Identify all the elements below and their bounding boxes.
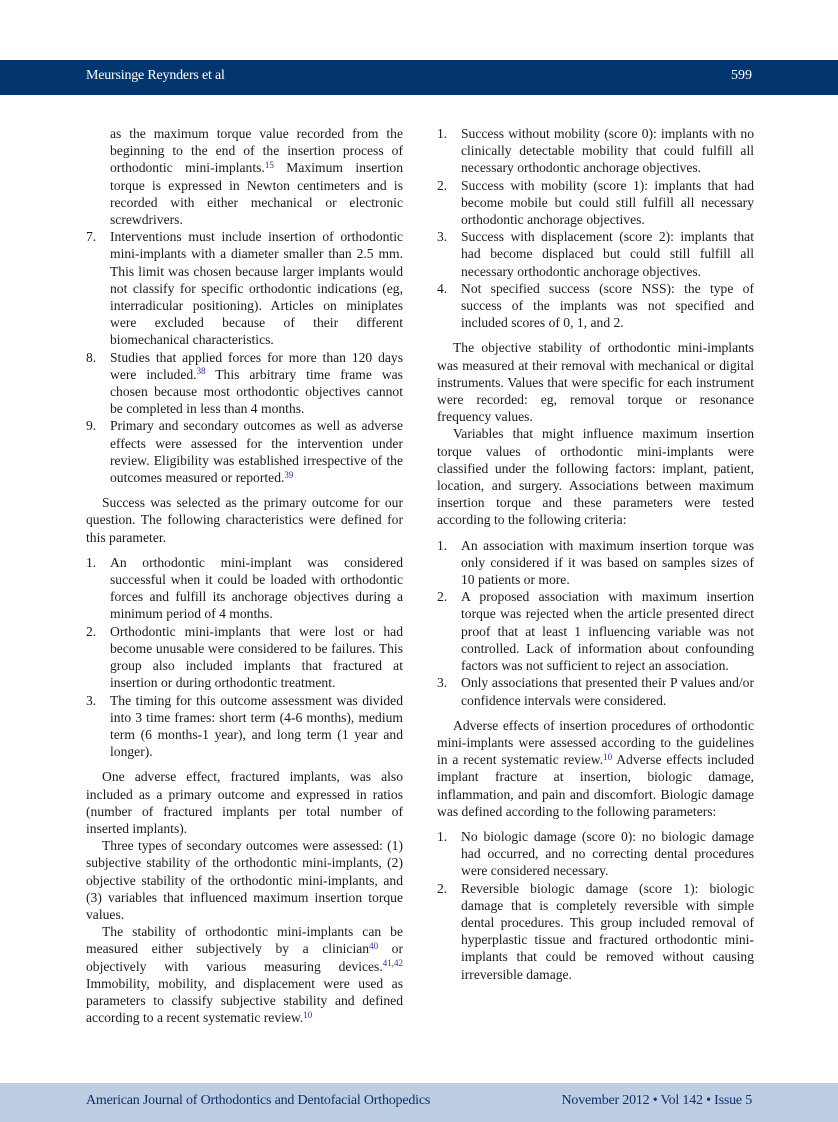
list-number: 2. [437, 880, 448, 896]
list-number: 3. [437, 675, 448, 691]
list-number: 1. [437, 537, 448, 553]
stability-score-nss: 4. Not specified success (score NSS): the type of success of the implants was not specified and included scores of 0, 1, and 2. [437, 280, 754, 331]
list-number: 7. [86, 229, 97, 245]
success-item-2: 2. Orthodontic mini-implants that were lost or had become unusable were considered to be failures. This group also included implants that fractured at insertion or during orthodontic treatment. [86, 623, 403, 691]
criterion-7: 7. Interventions must include insertion of orthodontic mini-implants with a diameter smaller than 2.5 mm. This limit was chosen because larger implants would not classify for specific orthodontic indications (eg, interradicular positioning). Articles on miniplates were excluded because of their different biomechanical characteristics. [86, 229, 403, 348]
success-item-1: 1. An orthodontic mini-implant was considered successful when it could be loaded with orthodontic forces and fulfill its anchorage objectives during a minimum period of 4 months. [86, 554, 403, 622]
citation-ref[interactable]: 10 [603, 751, 613, 762]
journal-name: American Journal of Orthodontics and Dentofacial Orthopedics [86, 1093, 431, 1108]
citation-ref[interactable]: 41,42 [382, 958, 403, 969]
stability-score-2: 3. Success with displacement (score 2): implants that had become displaced but could still fulfill all necessary orthodontic anchorage objectives. [437, 229, 754, 279]
association-criterion-1: 1. An association with maximum insertion torque was only considered if it was based on samples sizes of 10 patients or more. [437, 537, 754, 588]
list-number: 2. [437, 589, 448, 605]
issue-info: November 2012 • Vol 142 • Issue 5 [561, 1093, 752, 1108]
adverse-effect-paragraph: One adverse effect, fractured implants, was also included as a primary outcome and expressed in ratios (number of fractured implants per total number of inserted implants). [86, 769, 403, 836]
list-number: 3. [437, 229, 448, 245]
success-intro-paragraph: Success was selected as the primary outcome for our question. The following characteristics were defined for this parameter. [86, 495, 403, 545]
citation-ref[interactable]: 40 [369, 940, 379, 951]
secondary-outcomes-paragraph: Three types of secondary outcomes were assessed: (1) subjective stability of the orthodontic mini-implants, (2) objective stability of the orthodontic mini-implants, and (3) variables that influenced maximum insertion torque values. [86, 838, 403, 922]
list-number: 3. [86, 692, 97, 708]
citation-ref[interactable]: 38 [196, 366, 206, 377]
stability-score-1: 2. Success with mobility (score 1): implants that had become mobile but could still fulfill all necessary orthodontic anchorage objectives. [437, 177, 754, 228]
running-footer [0, 1083, 838, 1122]
citation-ref[interactable]: 39 [284, 469, 294, 480]
page-number: 599 [731, 68, 752, 83]
adverse-effects-paragraph: Adverse effects of insertion procedures of orthodontic mini-implants were assessed according to the guidelines in a recent systematic review.$^{10}$ Adverse effects included implant fracture at insertion, biologic damage, inflammation, and pain and discomfort. Biologic damage was defined according to the following parameters: [437, 717, 754, 819]
left-column [86, 125, 403, 1026]
stability-score-0: 1. Success without mobility (score 0): implants with no clinically detectable mobility that could fulfill all necessary orthodontic anchorage objectives. [437, 126, 754, 176]
criterion-8: 8. Studies that applied forces for more than 120 days were included.$^{38}$ This arbitrary time frame was chosen because most orthodontic objectives cannot be completed in less than 4 months. [86, 349, 403, 417]
running-head-authors: Meursinge Reynders et al [86, 68, 225, 83]
right-column [437, 125, 754, 983]
association-criterion-3: 3. Only associations that presented their P values and/or confidence intervals were considered. [437, 675, 754, 708]
list-number: 2. [86, 623, 97, 639]
list-number: 4. [437, 280, 448, 296]
criterion-9: 9. Primary and secondary outcomes as well as adverse effects were assessed for the intervention under review. Eligibility was established irrespective of the outcomes measured or reported.$^{39}$ [86, 418, 403, 486]
objective-stability-paragraph: The objective stability of orthodontic mini-implants was measured at their removal with mechanical or digital instruments. Values that were specific for each instrument were recorded: eg, removal torque or resonance frequency values. [437, 340, 754, 425]
damage-score-1: 2. Reversible biologic damage (score 1): biologic damage that is completely reversible with simple dental procedures. This group included removal of hyperplastic tissue and fractured orthodontic mini-implants that could be removed without causing irreversible damage. [437, 880, 754, 982]
stability-paragraph: The stability of orthodontic mini-implants can be measured either subjectively by a clinician$^{40}$ or objectively with various measuring devices.$^{41,42}$ Immobility, mobility, and displacement were used as parameters to classify subjective stability and defined according to a recent systematic review.$^{10}$ [86, 924, 403, 1026]
criterion-6-continuation: as the maximum torque value recorded from the beginning to the end of the insertion process of orthodontic mini-implants.$^{15}$ Maximum insertion torque is expressed in Newton centimeters and is recorded with either mechanical or electronic screwdrivers. [110, 126, 403, 228]
variables-paragraph: Variables that might influence maximum insertion torque values of orthodontic mini-implants were classified under the following factors: implant, patient, location, and surgery. Associations between maximum insertion torque and these parameters were tested according to the following criteria: [437, 426, 754, 528]
association-criterion-2: 2. A proposed association with maximum insertion torque was rejected when the article presented direct proof that at least 1 influencing variable was not controlled. Lack of information about confounding factors was not sufficient to reject an association. [437, 589, 754, 674]
citation-ref[interactable]: 10 [303, 1009, 313, 1020]
running-header [0, 60, 838, 95]
list-number: 1. [86, 554, 97, 570]
citation-ref[interactable]: 15 [264, 159, 274, 170]
list-number: 1. [437, 126, 448, 141]
damage-score-0: 1. No biologic damage (score 0): no biologic damage had occurred, and no correcting dental procedures were considered necessary. [437, 828, 754, 879]
list-number: 8. [86, 349, 97, 365]
list-number: 9. [86, 418, 97, 434]
list-number: 2. [437, 177, 448, 193]
list-number: 1. [437, 828, 448, 844]
success-item-3: 3. The timing for this outcome assessment was divided into 3 time frames: short term (4-6 months), medium term (6 months-1 year), and long term (1 year and longer). [86, 692, 403, 760]
